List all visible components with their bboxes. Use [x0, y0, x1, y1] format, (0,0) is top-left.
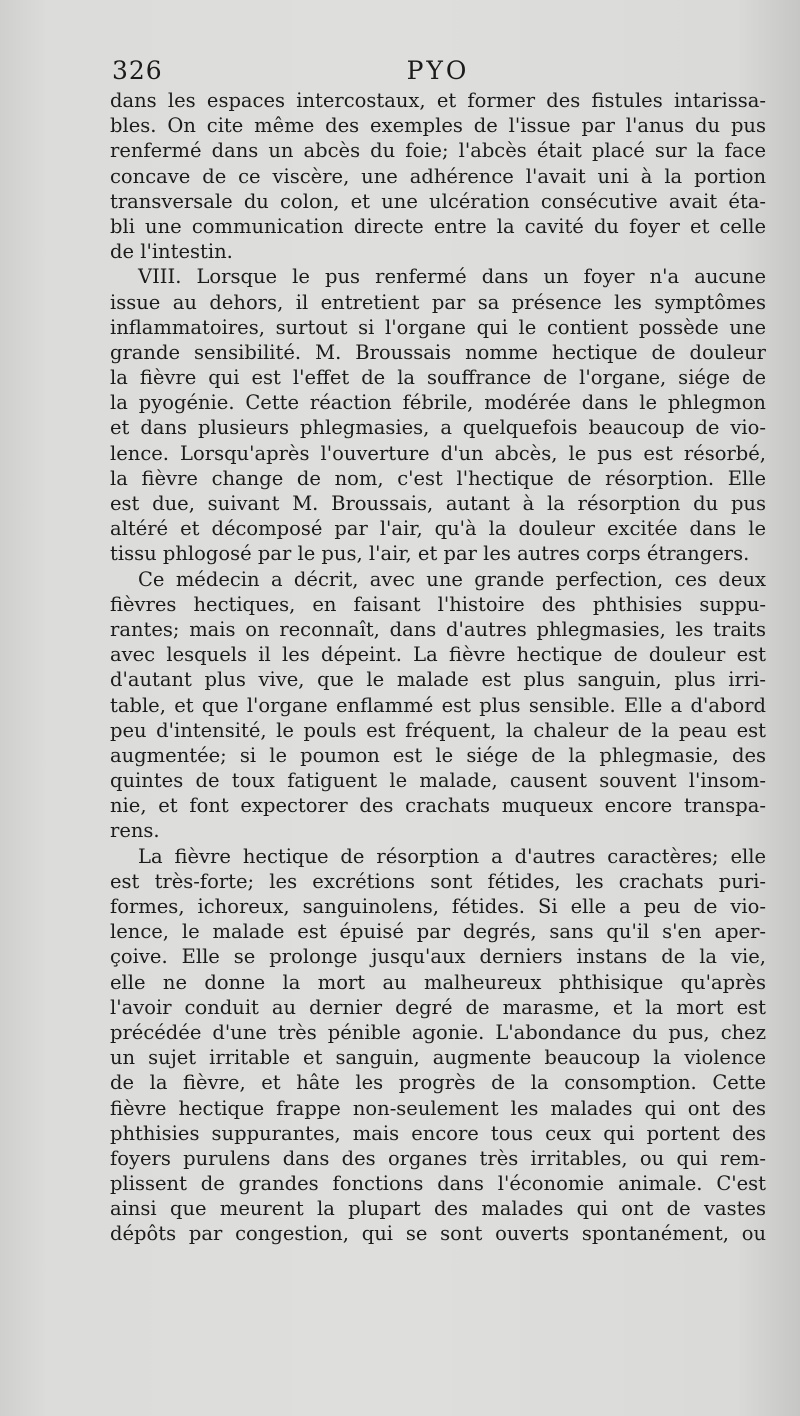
text-line: la pyogénie. Cette réaction fébrile, modérée dans le phlegmon	[110, 391, 766, 415]
text-line: est très-forte; les excrétions sont fétides, les crachats puri-	[110, 869, 766, 893]
text-line: bli une communication directe entre la cavité du foyer et celle	[110, 214, 766, 238]
text-line: VIII. Lorsque le pus renfermé dans un foyer n'a aucune	[138, 265, 766, 289]
page-number: 326	[112, 56, 163, 85]
text-line: La fièvre hectique de résorption a d'autres caractères; elle	[138, 844, 766, 868]
text-line: foyers purulens dans des organes très irritables, ou qui rem-	[110, 1146, 766, 1170]
text-line: plissent de grandes fonctions dans l'économie animale. C'est	[110, 1172, 766, 1196]
text-line: rens.	[110, 819, 160, 843]
running-head: PYO	[406, 56, 470, 85]
text-line: avec lesquels il les dépeint. La fièvre hectique de douleur est	[110, 643, 766, 667]
text-line: précédée d'une très pénible agonie. L'abondance du pus, chez	[110, 1020, 766, 1044]
text-line: bles. On cite même des exemples de l'issue par l'anus du pus	[110, 114, 766, 138]
text-line: altéré et décomposé par l'air, qu'à la douleur excitée dans le	[110, 517, 766, 541]
text-line: lence, le malade est épuisé par degrés, sans qu'il s'en aper-	[110, 920, 766, 944]
text-line: issue au dehors, il entretient par sa présence les symptômes	[110, 290, 766, 314]
body-text	[110, 88, 766, 1247]
text-line: elle ne donne la mort au malheureux phthisique qu'après	[110, 970, 766, 994]
text-line: grande sensibilité. M. Broussais nomme hectique de douleur	[110, 340, 766, 364]
text-line: nie, et font expectorer des crachats muqueux encore transpa-	[110, 794, 766, 818]
text-line: quintes de toux fatiguent le malade, causent souvent l'insom-	[110, 769, 766, 793]
text-line: table, et que l'organe enflammé est plus sensible. Elle a d'abord	[110, 693, 766, 717]
text-line: rantes; mais on reconnaît, dans d'autres phlegmasies, les traits	[110, 617, 766, 641]
text-line: concave de ce viscère, une adhérence l'avait uni à la portion	[110, 164, 766, 188]
text-line: lence. Lorsqu'après l'ouverture d'un abcès, le pus est résorbé,	[110, 441, 766, 465]
text-line: peu d'intensité, le pouls est fréquent, la chaleur de la peau est	[110, 718, 766, 742]
text-line: est due, suivant M. Broussais, autant à la résorption du pus	[110, 492, 766, 515]
text-line: de l'intestin.	[110, 240, 233, 264]
text-line: çoive. Elle se prolonge jusqu'aux derniers instans de la vie,	[110, 945, 766, 969]
text-line: fièvre hectique frappe non-seulement les malades qui ont des	[110, 1096, 766, 1120]
text-line: dépôts par congestion, qui se sont ouverts spontanément, ou	[110, 1222, 766, 1246]
text-line: l'avoir conduit au dernier degré de marasme, et la mort est	[110, 995, 766, 1019]
text-line: formes, ichoreux, sanguinolens, fétides. Si elle a peu de vio-	[110, 895, 766, 918]
text-line: la fièvre qui est l'effet de la souffrance de l'organe, siége de	[110, 366, 766, 390]
text-line: de la fièvre, et hâte les progrès de la consomption. Cette	[110, 1071, 766, 1095]
text-line: augmentée; si le poumon est le siége de la phlegmasie, des	[110, 743, 766, 767]
text-line: et dans plusieurs phlegmasies, a quelquefois beaucoup de vio-	[110, 416, 766, 440]
text-line: Ce médecin a décrit, avec une grande perfection, ces deux	[138, 567, 766, 591]
text-line: dans les espaces intercostaux, et former des fistules intarissa-	[110, 89, 766, 112]
text-line: inflammatoires, surtout si l'organe qui le contient possède une	[110, 315, 766, 339]
text-line: fièvres hectiques, en faisant l'histoire des phthisies suppu-	[110, 592, 766, 616]
text-line: d'autant plus vive, que le malade est plus sanguin, plus irri-	[110, 668, 766, 692]
text-line: ainsi que meurent la plupart des malades qui ont de vastes	[110, 1197, 766, 1221]
text-line: phthisies suppurantes, mais encore tous ceux qui portent des	[110, 1121, 766, 1145]
text-line: tissu phlogosé par le pus, l'air, et par les autres corps étrangers.	[110, 542, 750, 566]
text-line: la fièvre change de nom, c'est l'hectique de résorption. Elle	[110, 466, 766, 490]
text-line: transversale du colon, et une ulcération consécutive avait éta-	[110, 189, 766, 213]
text-line: un sujet irritable et sanguin, augmente beaucoup la violence	[110, 1046, 766, 1070]
page-header	[108, 54, 768, 88]
text-line: renfermé dans un abcès du foie; l'abcès était placé sur la face	[110, 139, 766, 163]
